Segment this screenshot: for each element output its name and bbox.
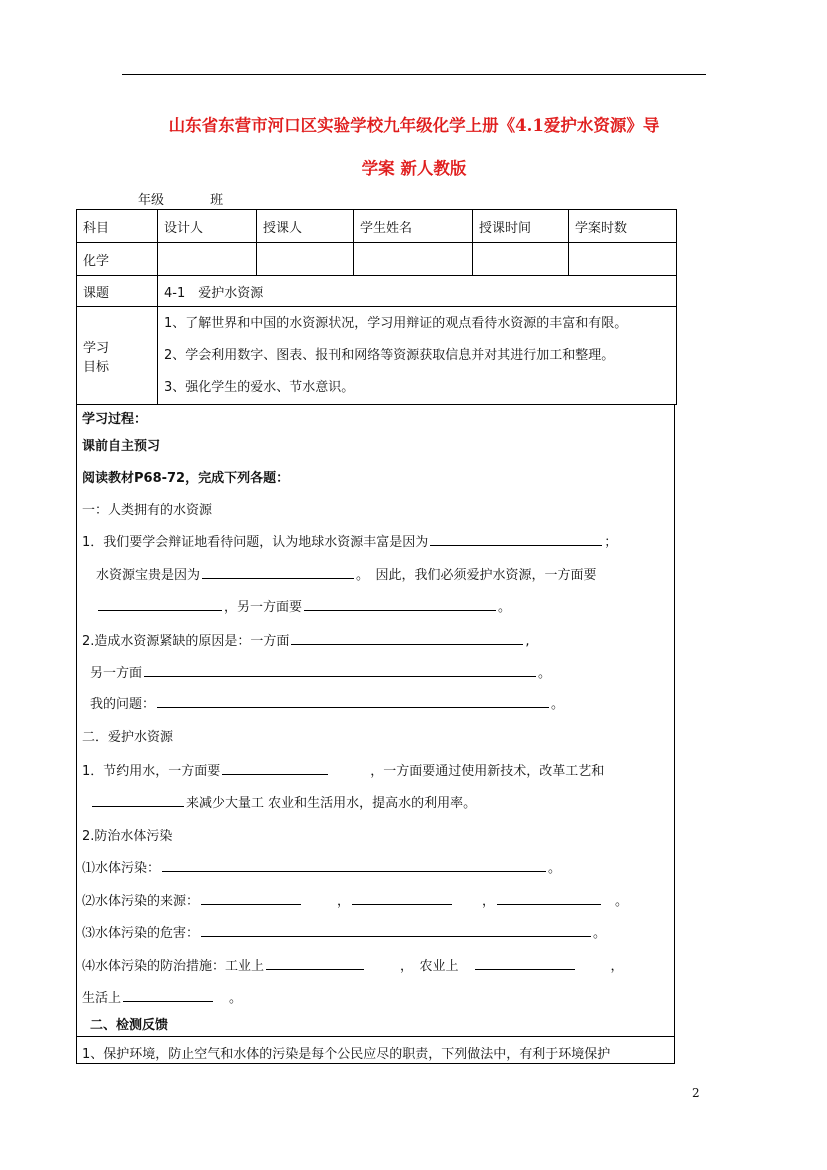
answer-blank[interactable] xyxy=(352,891,452,905)
question-text: ⑶水体污染的危害： xyxy=(82,926,200,941)
punct: 。 xyxy=(548,861,562,876)
question-text: 另一方面 xyxy=(90,666,143,681)
punct: , xyxy=(525,634,530,649)
answer-blank[interactable] xyxy=(92,793,184,807)
punct: ； xyxy=(604,535,618,550)
punct: 。 xyxy=(593,926,607,941)
question-4-1 xyxy=(82,857,561,876)
answer-blank[interactable] xyxy=(157,694,549,708)
question-2b xyxy=(90,662,551,681)
punct: 。 xyxy=(229,991,243,1006)
header-cell: 授课时间 xyxy=(473,210,569,243)
question-text: ， 农业上 xyxy=(400,959,459,974)
answer-blank[interactable] xyxy=(162,858,546,872)
goals-label xyxy=(77,307,158,405)
question-1a xyxy=(82,531,617,550)
header-cell: 学生姓名 xyxy=(354,210,473,243)
goal-item: 2、学会利用数字、图表、报刊和网络等资源获取信息并对其进行加工和整理。 xyxy=(164,347,615,363)
question-text: ⑴水体污染： xyxy=(82,861,161,876)
doc-title-line2: 学案 新人教版 xyxy=(361,159,467,178)
question-text: 1．我们要学会辩证地看待问题，认为地球水资源丰富是因为 xyxy=(82,535,429,550)
empty-cell xyxy=(158,243,257,276)
answer-blank[interactable] xyxy=(201,923,591,937)
question-text: 生活上 xyxy=(82,991,122,1006)
answer-blank[interactable] xyxy=(475,956,575,970)
table-row xyxy=(77,210,677,243)
class-label: 班 xyxy=(210,193,224,208)
question-3a xyxy=(82,760,604,779)
question-3b xyxy=(90,792,476,811)
punct: 。 xyxy=(615,894,629,909)
table-row xyxy=(77,243,677,276)
topic-value: 4-1 爱护水资源 xyxy=(158,276,677,307)
question-4-5 xyxy=(82,987,242,1006)
question-1b xyxy=(96,564,597,583)
question-text: 1．节约用水，一方面要 xyxy=(82,764,221,779)
goals-label-line: 学习 xyxy=(83,340,110,356)
punct: 。 xyxy=(551,697,565,712)
question-text: ，一方面要通过使用新技术，改革工艺和 xyxy=(370,764,605,779)
question-4-title: 2.防治水体污染 xyxy=(82,829,173,844)
question-4-4 xyxy=(82,955,624,974)
question-text: 水资源宝贵是因为 xyxy=(96,568,201,583)
goals-label-line: 目标 xyxy=(83,359,110,375)
punct: 。 xyxy=(498,600,512,615)
question-text: 我的问题： xyxy=(90,697,156,712)
answer-blank[interactable] xyxy=(201,891,301,905)
header-cell: 学案时数 xyxy=(569,210,677,243)
question-text: 2.造成水资源紧缺的原因是：一方面 xyxy=(82,634,290,649)
punct: ， xyxy=(610,959,624,974)
answer-blank[interactable] xyxy=(497,891,601,905)
feedback-question-1: 1、保护环境，防止空气和水体的污染是每个公民应尽的职责，下列做法中，有利于环境保护 xyxy=(82,1047,611,1062)
header-cell: 科目 xyxy=(77,210,158,243)
goal-item: 1、了解世界和中国的水资源状况，学习用辩证的观点看待水资源的丰富和有限。 xyxy=(164,315,628,331)
question-2a xyxy=(82,630,530,649)
question-4-3 xyxy=(82,922,606,941)
answer-blank[interactable] xyxy=(123,988,213,1002)
empty-cell xyxy=(473,243,569,276)
reading-instruction: 阅读教材P68-72，完成下列各题： xyxy=(82,471,290,486)
subject-value: 化学 xyxy=(77,243,158,276)
question-text: 来减少大量工 农业和生活用水，提高水的利用率。 xyxy=(186,796,477,811)
question-text: ⑷水体污染的防治措施：工业上 xyxy=(82,959,265,974)
punct: 。 xyxy=(538,666,552,681)
empty-cell xyxy=(354,243,473,276)
topic-label: 课题 xyxy=(77,276,158,307)
goals-cell xyxy=(158,307,677,405)
grade-class-line xyxy=(138,189,265,208)
section2-title: 二．爱护水资源 xyxy=(82,730,174,745)
question-text: ，另一方面要 xyxy=(224,600,303,615)
answer-blank[interactable] xyxy=(291,631,523,645)
section1-title: 一：人类拥有的水资源 xyxy=(82,503,213,518)
question-4-2 xyxy=(82,890,628,909)
answer-blank[interactable] xyxy=(430,532,602,546)
table-row xyxy=(77,307,677,405)
answer-blank[interactable] xyxy=(202,565,354,579)
header-cell: 授课人 xyxy=(257,210,354,243)
answer-blank[interactable] xyxy=(304,597,496,611)
header-rule xyxy=(122,74,706,75)
punct: ， xyxy=(482,894,496,909)
preview-heading: 课前自主预习 xyxy=(82,439,161,454)
row-divider xyxy=(76,1036,675,1037)
answer-blank[interactable] xyxy=(144,663,536,677)
goal-item: 3、强化学生的爱水、节水意识。 xyxy=(164,379,355,395)
feedback-title: 二、检测反馈 xyxy=(90,1018,169,1033)
page-number: 2 xyxy=(692,1086,700,1100)
answer-blank[interactable] xyxy=(98,597,222,611)
header-cell: 设计人 xyxy=(158,210,257,243)
process-heading: 学习过程： xyxy=(82,412,148,427)
empty-cell xyxy=(257,243,354,276)
grade-label: 年级 xyxy=(138,193,165,208)
question-text: 。 因此，我们必须爱护水资源，一方面要 xyxy=(356,568,597,583)
table-row xyxy=(77,276,677,307)
info-table xyxy=(76,209,677,405)
empty-cell xyxy=(569,243,677,276)
question-1c xyxy=(96,596,511,615)
doc-title-line1: 山东省东营市河口区实验学校九年级化学上册《4.1爱护水资源》导 xyxy=(168,116,660,135)
punct: ， xyxy=(337,894,351,909)
question-2c xyxy=(90,693,564,712)
answer-blank[interactable] xyxy=(222,761,328,775)
question-text: ⑵水体污染的来源： xyxy=(82,894,200,909)
answer-blank[interactable] xyxy=(266,956,364,970)
